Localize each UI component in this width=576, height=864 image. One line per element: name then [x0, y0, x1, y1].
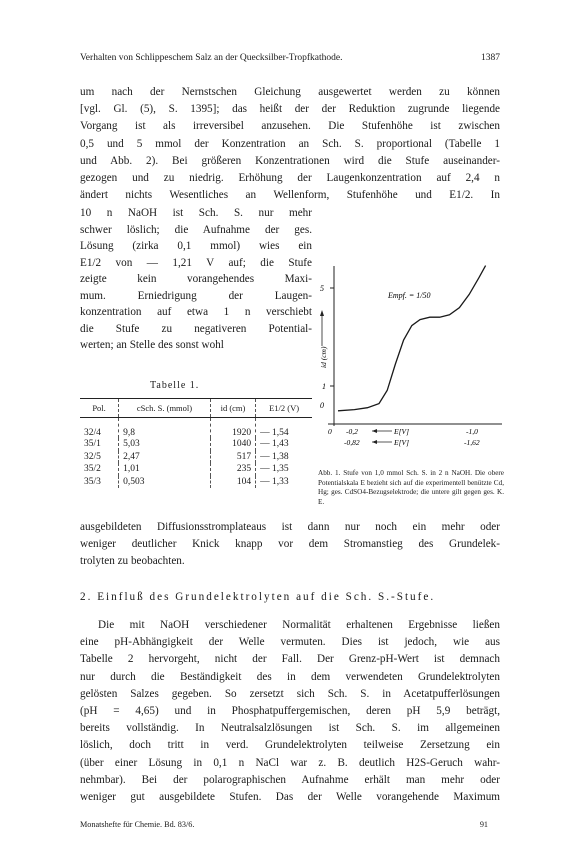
table-cell: — 1,54 [256, 418, 312, 439]
table-cell: 35/3 [84, 476, 101, 487]
sensitivity-label: Empf. = 1/50 [388, 291, 431, 300]
polarogram-figure [316, 226, 506, 462]
y-tick-label: 1 [322, 382, 326, 391]
x-tick-label: -1,0 [466, 427, 478, 436]
table-header-cell: cSch. S. (mmol) [119, 399, 211, 418]
paragraph-2 [80, 519, 500, 571]
text-line: löslich, doch tritt in verd. Grundelektrolyten teilweise Zersetzung ein [80, 739, 500, 752]
table-cell: 32/5 [84, 451, 101, 462]
table-cell: — 1,35 [256, 463, 312, 476]
text-line: gelösten Salzes gegeben. So zersetzt sich Sch. S. in Acetatpufferlösungen [80, 687, 500, 700]
y-tick-label: 0 [320, 401, 324, 410]
paragraph-1 [80, 84, 500, 204]
table-cell: 104 [210, 476, 255, 489]
text-line: werten; an Stelle des sonst wohl [80, 339, 224, 351]
x-tick-label: -1,62 [464, 438, 480, 447]
text-line: Die mit NaOH verschiedener Normalität erhaltenen Ergebnisse ließen [98, 619, 500, 631]
table-cell: 1920 [210, 418, 255, 439]
table-cell: 0,503 [119, 476, 211, 489]
text-line: eine pH-Abhängigkeit der Welle vermuten. Dies ist jedoch, wie aus [80, 636, 500, 649]
text-line: weniger gut ausgebildete Stufen. Das der Welle vorangehende Maximum [80, 790, 500, 803]
x-tick-label: 0 [328, 427, 332, 436]
table-header-cell: id (cm) [210, 399, 255, 418]
text-line: Lösung (zirka 0,1 mmol) wies ein [80, 240, 312, 252]
text-line: Vorgang ist als irreversibel anzusehen. Die Stufenhöhe ist zwischen [80, 120, 500, 133]
page-number: 1387 [481, 53, 500, 63]
table-header-cell: Pol. [80, 399, 119, 418]
text-line: gezogen und zu niedrig. Erhöhung der Laugenkonzentration auf 2,4 n [80, 171, 500, 184]
x-arrow-head [372, 429, 377, 433]
journal-reference: Monatshefte für Chemie. Bd. 83/6. [80, 820, 195, 829]
paragraph-3 [80, 617, 500, 806]
text-line: zeigte kein vorangehendes Maxi- [80, 273, 312, 285]
table-cell: 9,8 [119, 418, 211, 439]
table-cell: 35/1 [84, 439, 101, 450]
table-cell: — 1,38 [256, 451, 312, 464]
text-line: mum. Erniedrigung der Laugen- [80, 289, 312, 302]
text-line: konzentration auf etwa 1 n verschiebt [80, 306, 312, 318]
x-tick-label: -0,2 [346, 427, 358, 436]
y-tick-label: 5 [320, 284, 324, 293]
figure-caption: Abb. 1. Stufe von 1,0 mmol Sch. S. in 2 n NaOH. Die obere Potentialskala E bezieht sich auf die experimentell benützte Cd, Hg; ges. CdSO4-Bezugselektrode; die untere gilt gegen ges. K. E. [318, 469, 504, 506]
table-header-cell: E1/2 (V) [256, 399, 312, 418]
paragraph-1-narrow [80, 205, 312, 354]
text-line: E1/2 von — 1,21 V auf; die Stufe [80, 256, 312, 269]
table-cell: 5,03 [119, 438, 211, 451]
page-header [80, 53, 500, 69]
table-caption: Tabelle 1. [150, 380, 200, 391]
table-row [80, 418, 312, 439]
table-cell: 235 [210, 463, 255, 476]
table-row [80, 451, 312, 464]
text-line: Tabelle 2 hervorgeht, nicht der Fall. Der Grenz-pH-Wert ist demnach [80, 653, 500, 666]
text-line: 10 n NaOH ist Sch. S. nur mehr [80, 207, 312, 219]
text-line: um nach der Nernstschen Gleichung ausgewertet werden zu können [80, 86, 500, 98]
table-cell: 1,01 [119, 463, 211, 476]
x-axis-label-lower: E[V] [394, 438, 409, 447]
text-line: und Abb. 2). Bei größeren Konzentrationen wird die Stufe auseinander- [80, 154, 500, 167]
text-line: ändert nichts Wesentliches an Wellenform, Stufenhöhe und E1/2. In [80, 189, 500, 202]
table-cell: 517 [210, 451, 255, 464]
table-cell: — 1,33 [256, 476, 312, 489]
text-line: 0,5 und 5 mmol der Konzentration an Sch. S. proportional (Tabelle 1 [80, 137, 500, 150]
text-line: ausgebildeten Diffusionsstromplateaus ist dann nur noch ein mehr oder [80, 521, 500, 533]
text-line: (pH = 4,65) und in Phosphatpuffergemischen, deren pH 5,9 beträgt, [80, 704, 500, 717]
data-table [80, 398, 312, 488]
y-arrow-head [320, 310, 324, 316]
table-row [80, 463, 312, 476]
x-tick-label: -0,82 [344, 438, 360, 447]
text-line: schwer löslich; die Aufnahme der ges. [80, 223, 312, 236]
section-heading: 2. Einfluß des Grundelektrolyten auf die Sch. S.-Stufe. [80, 591, 436, 603]
polarogram-curve [338, 266, 486, 411]
table-cell: 2,47 [119, 451, 211, 464]
table-row [80, 476, 312, 489]
sheet-number: 91 [479, 820, 488, 829]
table-cell: 1040 [210, 438, 255, 451]
text-line: die Stufe zu negativeren Potential- [80, 322, 312, 335]
text-line: trolyten zu beobachten. [80, 555, 185, 568]
text-line: weniger deutlicher Knick knapp vor dem Stromanstieg des Grundelek- [80, 538, 500, 551]
table-cell: 35/2 [84, 464, 101, 475]
table-row [80, 438, 312, 451]
running-title: Verhalten von Schlippeschem Salz an der Quecksilber-Tropfkathode. [80, 53, 343, 63]
x-arrow-head [372, 440, 377, 444]
table-header-row [80, 399, 312, 418]
text-line: [vgl. Gl. (5), S. 1395]; das heißt der der Reduktion zugrunde liegende [80, 103, 500, 116]
text-line: nehmbar). Bei der polarographischen Aufnahme erhält man mehr oder [80, 773, 500, 786]
text-line: (über einer Lösung in 0,1 n NaCl war z. B. deutlich H2S-Geruch wahr- [80, 756, 500, 769]
table-cell: 32/4 [84, 428, 101, 438]
y-axis-label: id (cm) [319, 346, 328, 368]
x-axis-label-upper: E[V] [394, 427, 409, 436]
table-cell: — 1,43 [256, 438, 312, 451]
text-line: bereits vollständig. In Neutralsalzlösungen ist Sch. S. im allgemeinen [80, 722, 500, 735]
text-line: nur durch die Beständigkeit des in dem verwendeten Grundelektrolyten [80, 670, 500, 683]
